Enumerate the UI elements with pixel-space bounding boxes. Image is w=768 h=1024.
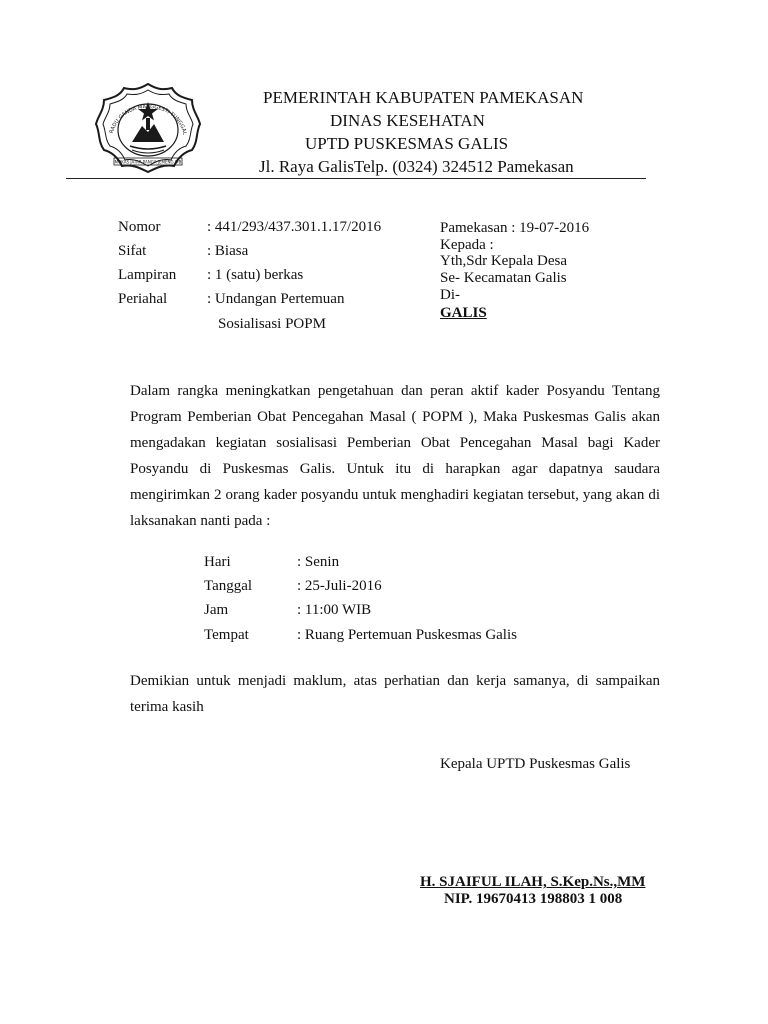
meta-sifat-label: Sifat [118,243,147,259]
letterhead-agency: DINAS KESEHATAN [330,111,485,130]
letterhead-divider [66,178,646,179]
recipient-di: Di- [440,287,460,303]
schedule-hari-value: : Senin [297,554,340,570]
logo-ring-text: RADU GANDA MANGGESTI TUNGGAL [108,103,188,136]
schedule-tanggal-value: : 25-Juli-2016 [297,578,382,594]
recipient-place: GALIS [440,305,487,321]
letter-date: Pamekasan : 19-07-2016 [440,220,590,236]
recipient-kecamatan: Se- Kecamatan Galis [440,270,567,286]
logo-ribbon-text: MOKAS JATAR PANGA JEMENG SIB [114,159,182,165]
meta-perihal-label: Periahal [118,291,168,307]
meta-lampiran-value: : 1 (satu) berkas [207,267,304,283]
body-paragraph: Dalam rangka meningkatkan pengetahuan dan peran aktif kader Posyandu Tentang Program Pemberian Obat Pencegahan Masal ( POPM ), Maka Puskesmas Galis akan mengadakan kegiatan sosialisasi Pemberian Obat Pencegahan Masal bagi Kader Posyandu di Puskesmas Galis. Untuk itu di harapkan agar dapatnya saudara mengirimkan 2 orang kader posyandu untuk menghadiri kegiatan tersebut, yang akan di laksanakan nanti pada : [130,383,660,529]
letterhead-government: PEMERINTAH KABUPATEN PAMEKASAN [263,88,584,107]
recipient-to: Kepada : [440,237,494,253]
signatory-name: H. SJAIFUL ILAH, S.Kep.Ns.,MM [420,874,646,890]
kabupaten-logo-emblem [92,80,204,176]
meta-nomor-value: : 441/293/437.301.1.17/2016 [207,219,382,235]
closing-paragraph: Demikian untuk menjadi maklum, atas perhatian dan kerja samanya, di sampaikan terima kasih [130,673,660,715]
schedule-hari-label: Hari [204,554,231,570]
meta-sifat-value: : Biasa [207,243,249,259]
schedule-jam-value: : 11:00 WIB [297,602,372,618]
signatory-nip: NIP. 19670413 198803 1 008 [444,891,623,907]
schedule-tempat-label: Tempat [204,627,249,643]
meta-lampiran-label: Lampiran [118,267,177,283]
meta-perihal-value: : Undangan Pertemuan [207,291,345,307]
schedule-tempat-value: : Ruang Pertemuan Puskesmas Galis [297,627,517,643]
letterhead-address: Jl. Raya GalisTelp. (0324) 324512 Pamekasan [259,157,574,176]
recipient-yth: Yth,Sdr Kepala Desa [440,253,568,269]
meta-nomor-label: Nomor [118,219,161,235]
schedule-tanggal-label: Tanggal [204,578,253,594]
schedule-jam-label: Jam [204,602,229,618]
letterhead-unit: UPTD PUSKESMAS GALIS [305,134,509,153]
signatory-position: Kepala UPTD Puskesmas Galis [440,756,631,772]
meta-perihal-continued: Sosialisasi POPM [218,316,326,332]
